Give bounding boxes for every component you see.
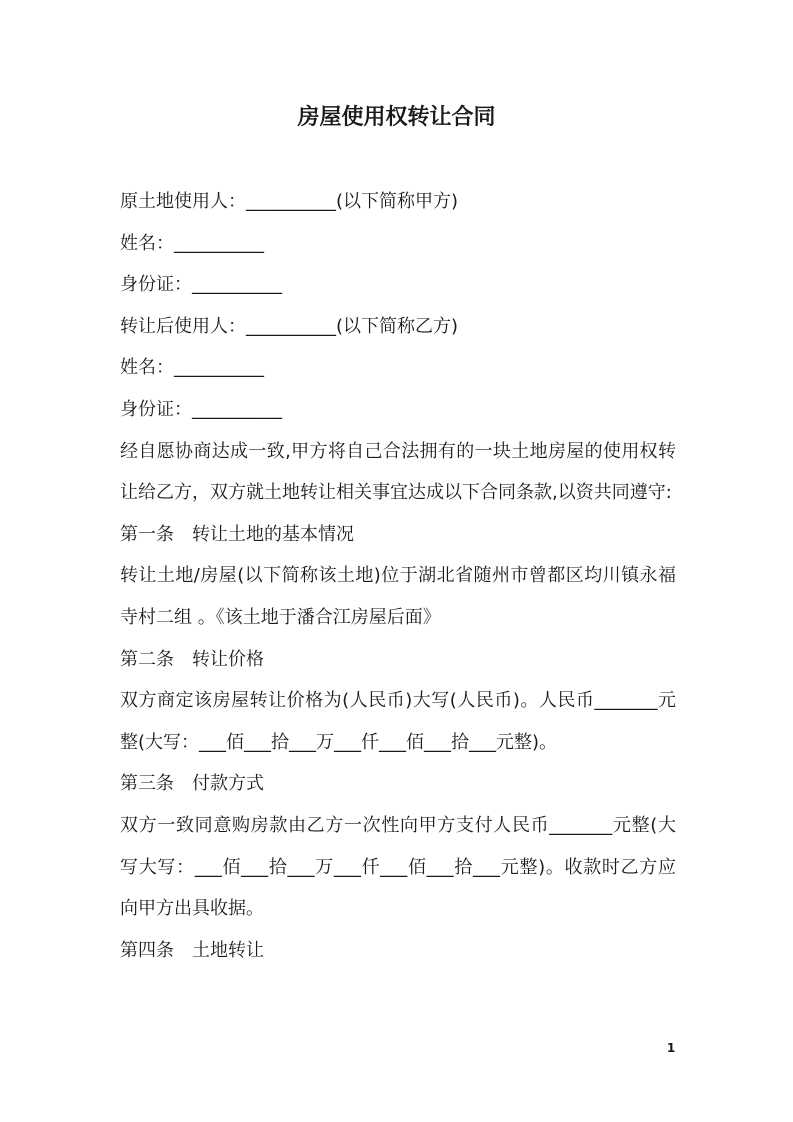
party-a-name-line: 姓名：__________ [120, 232, 264, 254]
page-number: 1 [666, 1041, 676, 1055]
document-body [120, 181, 676, 971]
article-3-text: 双方一致同意购房款由乙方一次性向甲方支付人民币_______元整(大写大写：___佰___拾___万___仟___佰___拾___元整)。收款时乙方应向甲方出具收据。 [120, 814, 676, 920]
party-b-id-line: 身份证：__________ [120, 398, 282, 420]
document-title: 房屋使用权转让合同 [297, 105, 496, 130]
article-2-heading: 第二条 转让价格 [120, 648, 264, 670]
article-1-heading: 第一条 转让土地的基本情况 [120, 523, 354, 545]
party-a-line: 原土地使用人：__________(以下简称甲方) [120, 191, 459, 212]
article-3-heading: 第三条 付款方式 [120, 773, 264, 795]
article-4-heading: 第四条 土地转让 [120, 939, 264, 961]
party-b-line: 转让后使用人：__________(以下简称乙方) [120, 315, 459, 337]
preamble-paragraph: 经自愿协商达成一致,甲方将自己合法拥有的一块土地房屋的使用权转让给乙方，双方就土地转让相关事宜达成以下合同条款,以资共同遵守: [120, 440, 676, 504]
article-1-text: 转让土地/房屋(以下简称该土地)位于湖北省随州市曾都区均川镇永福寺村二组 。《该土地于潘合江房屋后面》 [120, 565, 676, 628]
article-2-text: 双方商定该房屋转让价格为(人民币)大写(人民币)。人民币_______元整(大写：___佰___拾___万___仟___佰___拾___元整)。 [120, 690, 676, 753]
party-a-id-line: 身份证：__________ [120, 274, 282, 296]
party-b-name-line: 姓名：__________ [120, 357, 264, 379]
